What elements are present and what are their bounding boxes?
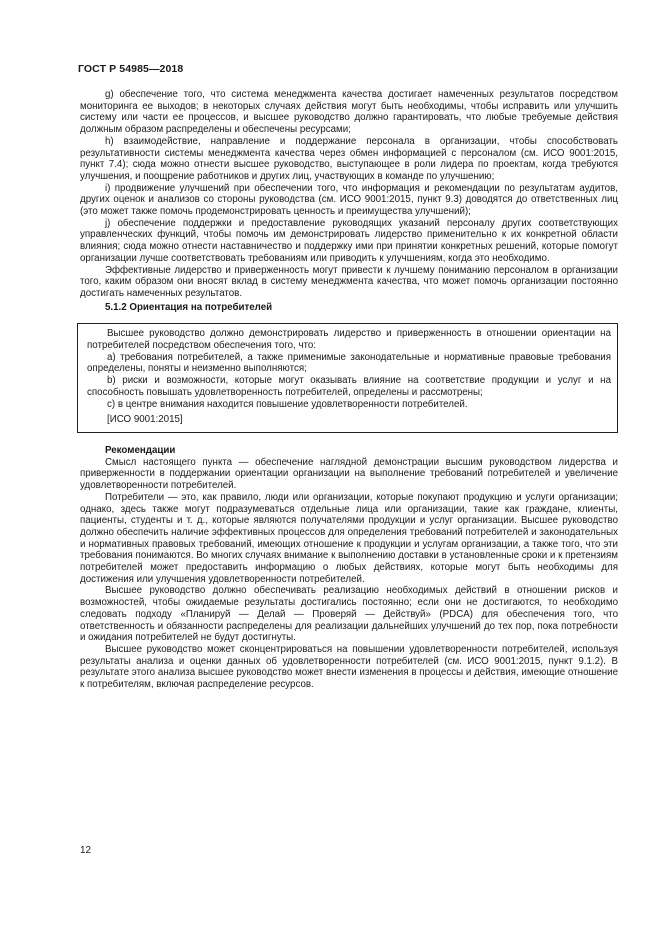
body-paragraph-leadership: Эффективные лидерство и приверженность могут привести к лучшему пониманию персоналом в организации того, каким образом они вносят вклад в систему менеджмента качества, что может помочь организации постоянно достигать намеченных результатов. (80, 264, 618, 299)
section-heading: 5.1.2 Ориентация на потребителей (105, 301, 273, 313)
page-number: 12 (80, 845, 92, 856)
quote-source: [ИСО 9001:2015] (107, 414, 183, 426)
recommendations-paragraph: Потребители — это, как правило, люди или организации, которые покупают продукцию и услуги организации; однако, здесь также могут подразумеваться отдельные лица или организации, такие как граждане, клиенты, пациенты, студенты и т. д., которые являются получателями продукции и услуг организации. Высшее руководство должно обеспечить наличие эффективных процессов для определения требований потребителей и законодательных и нормативных правовых требований, имеющих отношение к продукции и услугам организации, а также того, что эти требования понимаются. Во многих случаях внимание к выполнению доставки в установленные сроки и к претензиям потребителей может предоставить информацию о любых действиях, которые могут быть необходимы для достижения или улучшения удовлетворенности потребителей. (80, 491, 618, 585)
quote-item-a: a) требования потребителей, а также применимые законодательные и нормативные правовые требования определены, поняты и неизменно выполняются; (87, 351, 611, 375)
list-item-g: g) обеспечение того, что система менеджмента качества достигает намеченных результатов посредством мониторинга ее выходов; в некоторых случаях действия могут быть необходимы, чтобы исправить или улучшить систему или части ее процессов, и высшее руководство должно гарантировать, что любые требуемые действия должным образом распределены и обеспечены ресурсами; (80, 89, 618, 136)
quote-intro: Высшее руководство должно демонстрировать лидерство и приверженность в отношении ориентации на потребителей посредством обеспечения того, что: (87, 328, 611, 352)
list-item-i: i) продвижение улучшений при обеспечении того, что информация и рекомендации по результатам аудитов, других оценок и анализов со стороны руководства (см. ИСО 9001:2015, пункт 9.3) доводятся до ответственных лиц (это может также помочь продемонстрировать ценность и преимущества улучшений); (80, 182, 618, 218)
document-body (80, 89, 618, 691)
list-item-h: h) взаимодействие, направление и поддержание персонала в организации, чтобы способствовать результативности системы менеджмента качества через обмен информацией с персоналом (см. ИСО 9001:2015, пункт 7.4); сюда можно отнести высшее руководство, выступающее в роли лидера по проектам, когда требуются улучшения, и поощрение работников и других лиц, участвующих в команде по улучшению; (80, 135, 618, 182)
document-code-header: ГОСТ Р 54985—2018 (78, 63, 184, 75)
quote-item-b: b) риски и возможности, которые могут оказывать влияние на соответствие продукции и услуг и на способность повышать удовлетворенность потребителей, определены и рассмотрены; (87, 375, 611, 398)
recommendations-paragraph: Смысл настоящего пункта — обеспечение наглядной демонстрации высшим руководством лидерства и приверженности в поддержании ориентации организации на выполнение требований потребителей и увеличение удовлетворенности потребителей. (80, 456, 618, 492)
recommendations-paragraph: Высшее руководство может сконцентрироваться на повышении удовлетворенности потребителей, используя результаты анализа и оценки данных об удовлетворенности потребителей (см. ИСО 9001:2015, пункт 9.1.2). В результате этого анализа высшее руководство может внести изменения в процессы и действия, имеющие отношение к потребителям, включая распределение ресурсов. (80, 643, 618, 691)
recommendations-paragraph: Высшее руководство должно обеспечивать реализацию необходимых действий в отношении рисков и возможностей, чтобы ожидаемые результаты достигались постоянно; если они не достигаются, то необходимо следовать подходу «Планируй — Делай — Проверяй — Действуй» (PDCA) для обеспечения того, что ответственность и обязанности распределены для реализации дальнейших улучшений до тех пор, пока потребности и ожидания потребителей не будут достигнуты. (80, 585, 618, 644)
quote-item-c: c) в центре внимания находится повышение удовлетворенности потребителей. (107, 398, 468, 410)
recommendations-heading: Рекомендации (105, 444, 176, 456)
list-item-j: j) обеспечение поддержки и предоставление руководящих указаний персоналу других соответствующих управленческих функций, чтобы помочь им демонстрировать лидерство применительно к их конкретной области влияния; сюда можно отнести наставничество и поддержку ими при принятии конкретных решений, которые помогут организации лучше соответствовать требованиям или приводить к улучшениям, когда это необходимо. (80, 217, 618, 264)
standard-quote-box (77, 323, 618, 433)
